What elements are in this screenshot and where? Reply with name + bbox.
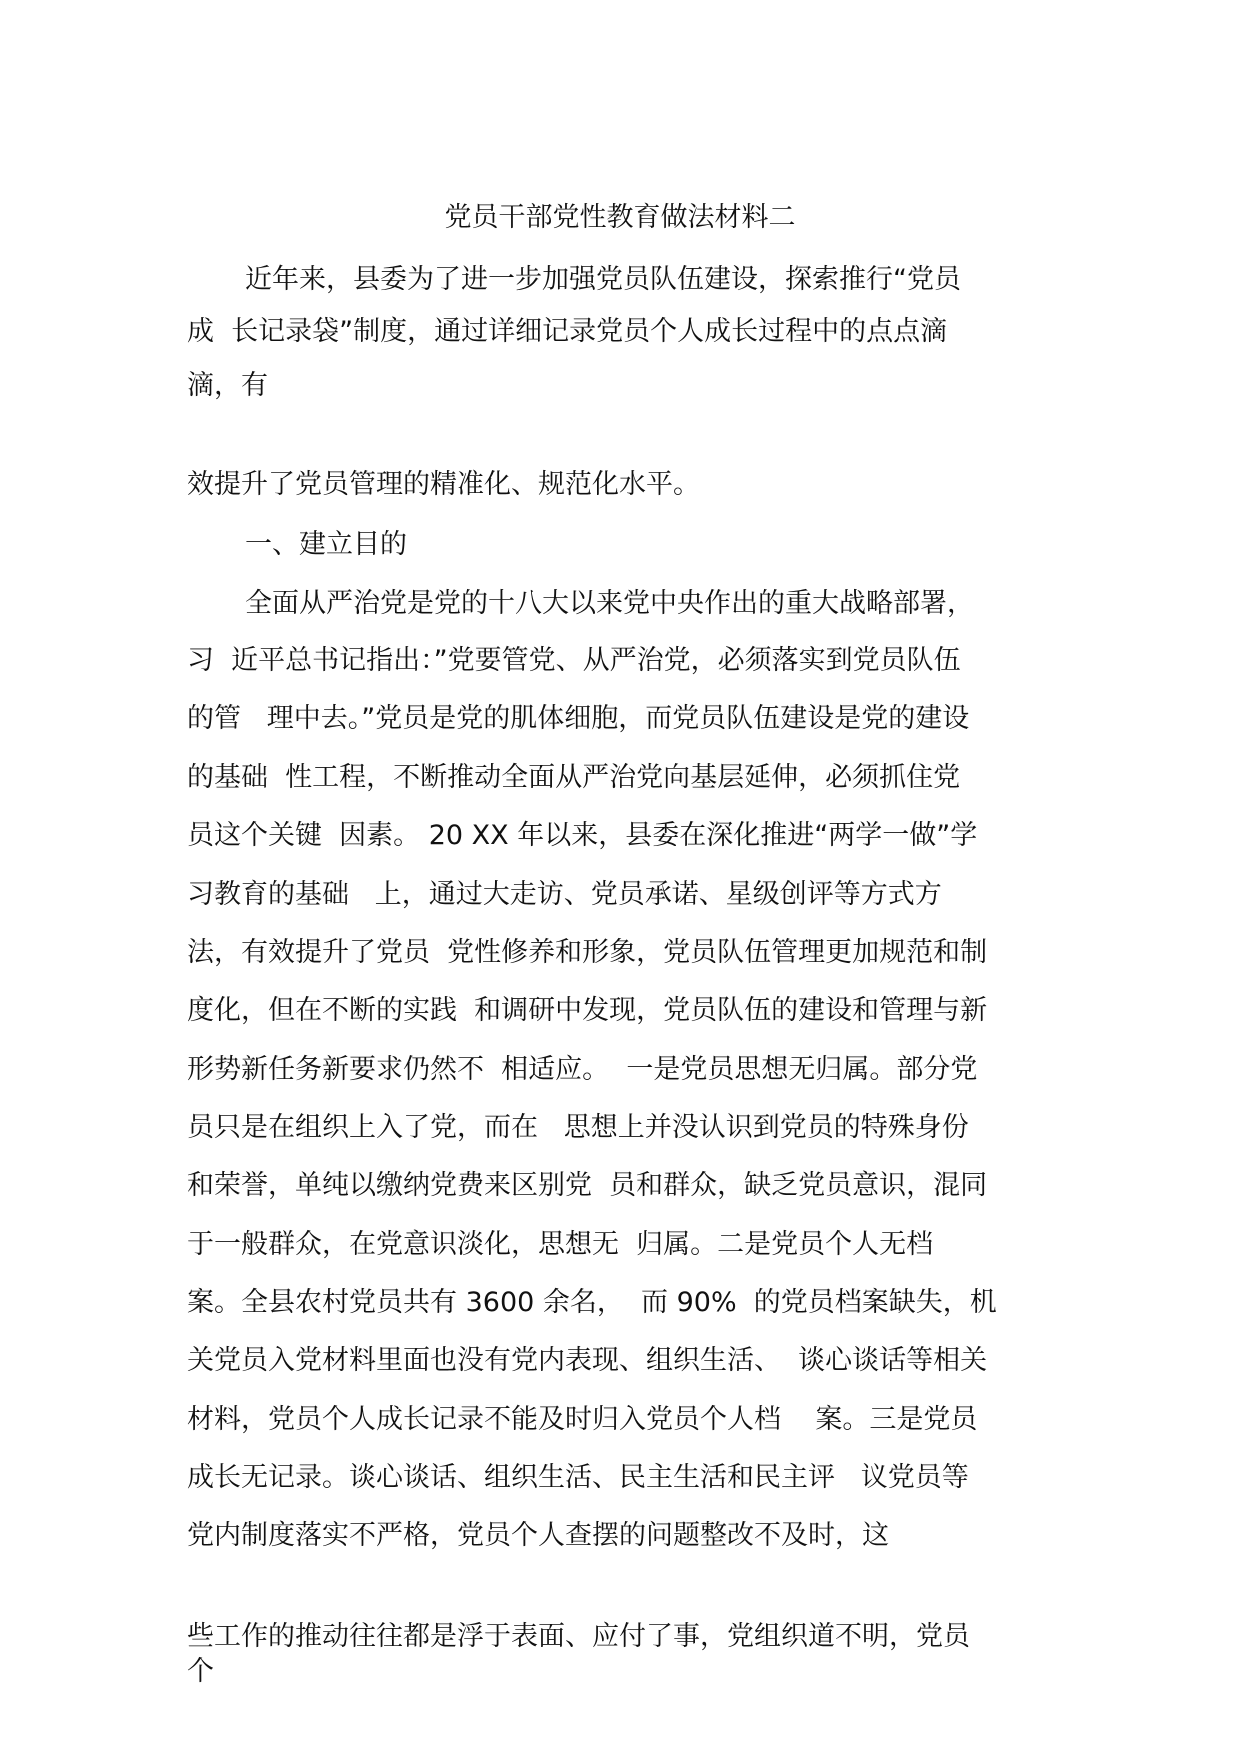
paragraph-line: 全面从严治党是党的十八大以来党中央作出的重大战略部署， bbox=[245, 588, 974, 619]
paragraph-line: 的基础 性工程，不断推动全面从严治党向基层延伸，必须抓住党 bbox=[187, 762, 961, 793]
paragraph-line: 近年来，县委为了进一步加强党员队伍建设，探索推行“党员 bbox=[245, 264, 961, 295]
paragraph-line: 材料，党员个人成长记录不能及时归入党员个人档 案。三是党员 bbox=[187, 1404, 978, 1435]
paragraph-line: 法，有效提升了党员 党性修养和形象，党员队伍管理更加规范和制 bbox=[187, 937, 988, 968]
paragraph-line: 成 长记录袋”制度，通过详细记录党员个人成长过程中的点点滴 bbox=[187, 316, 948, 347]
paragraph-line: 于一般群众，在党意识淡化，思想无 归属。二是党员个人无档 bbox=[187, 1229, 934, 1260]
section-heading: 一、建立目的 bbox=[245, 529, 407, 560]
paragraph-line: 形势新任务新要求仍然不 相适应。 一是党员思想无归属。部分党 bbox=[187, 1054, 978, 1085]
paragraph-line: 习 近平总书记指出：”党要管党、从严治党，必须落实到党员队伍 bbox=[187, 645, 961, 676]
paragraph-line: 关党员入党材料里面也没有党内表现、组织生活、 谈心谈话等相关 bbox=[187, 1345, 988, 1376]
document-title: 党员干部党性教育做法材料二 bbox=[444, 202, 796, 233]
paragraph-line: 党内制度落实不严格，党员个人查摆的问题整改不及时，这 bbox=[187, 1520, 889, 1551]
paragraph-line: 些工作的推动往往都是浮于表面、应付了事，党组织道不明，党员 bbox=[187, 1621, 970, 1652]
paragraph-line: 度化，但在不断的实践 和调研中发现，党员队伍的建设和管理与新 bbox=[187, 995, 988, 1026]
paragraph-line: 的管 理中去。”党员是党的肌体细胞，而党员队伍建设是党的建设 bbox=[187, 703, 970, 734]
paragraph-line: 员这个关键 因素。 20 XX 年以来，县委在深化推进“两学一做”学 bbox=[187, 820, 978, 851]
paragraph-line: 和荣誉，单纯以缴纳党费来区别党 员和群众，缺乏党员意识，混同 bbox=[187, 1170, 988, 1201]
paragraph-line: 案。全县农村党员共有 3600 余名， 而 90% 的党员档案缺失，机 bbox=[187, 1287, 997, 1318]
paragraph-line: 习教育的基础 上，通过大走访、党员承诺、星级创评等方式方 bbox=[187, 879, 942, 910]
paragraph-line: 个 bbox=[187, 1656, 214, 1687]
paragraph-line: 效提升了党员管理的精准化、规范化水平。 bbox=[187, 469, 700, 500]
paragraph-line: 成长无记录。谈心谈话、组织生活、民主生活和民主评 议党员等 bbox=[187, 1462, 969, 1493]
paragraph-line: 滴，有 bbox=[187, 370, 268, 401]
paragraph-line: 员只是在组织上入了党，而在 思想上并没认识到党员的特殊身份 bbox=[187, 1112, 969, 1143]
